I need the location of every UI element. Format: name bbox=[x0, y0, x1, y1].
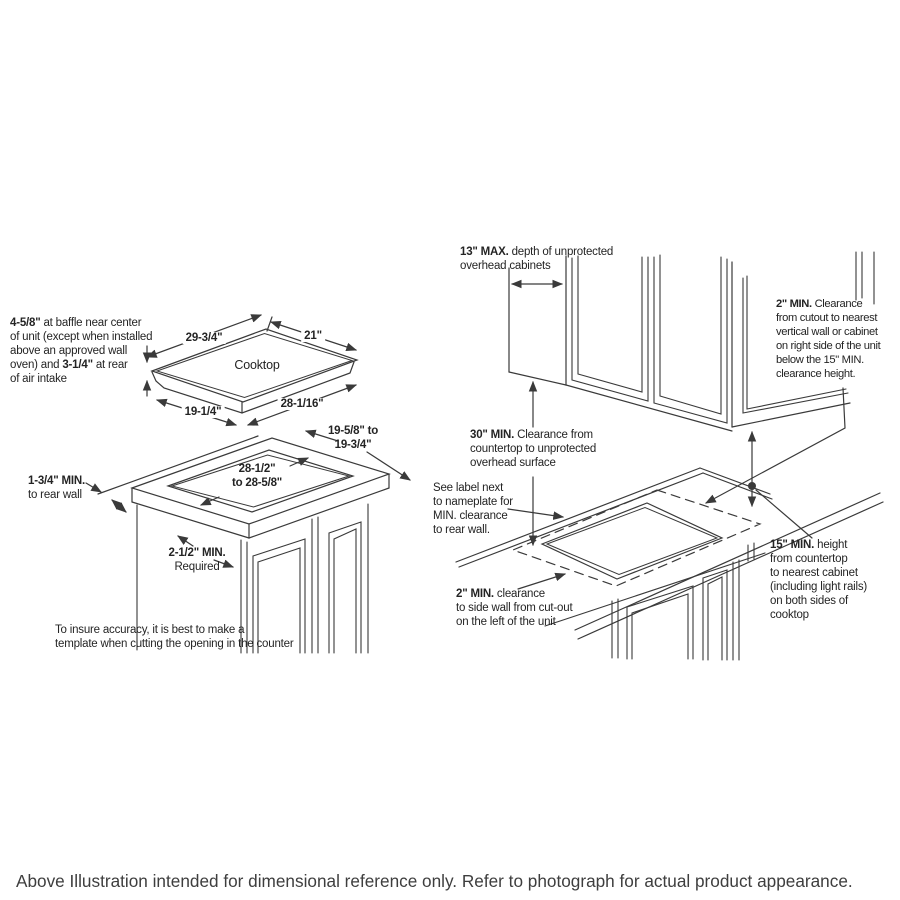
label-line: 19-3/4" bbox=[334, 439, 372, 451]
label-line: above an approved wall bbox=[10, 345, 128, 357]
label-line: clearance height. bbox=[776, 368, 856, 380]
label-line: of unit (except when installed bbox=[10, 331, 153, 343]
rear-wall-leader-arrow bbox=[86, 483, 101, 492]
opening-depth-label bbox=[328, 424, 378, 452]
overhead-cabinet-note bbox=[460, 245, 613, 273]
label-line: to rear wall bbox=[28, 489, 82, 501]
label-line: 2" MIN. Clearance bbox=[776, 298, 863, 310]
cabinet-doors bbox=[572, 255, 727, 423]
overhead-clearance-note bbox=[470, 428, 596, 470]
label-line: below the 15" MIN. bbox=[776, 354, 864, 366]
rear-wall-gap-arrow bbox=[112, 500, 126, 512]
label-line: on both sides of bbox=[770, 595, 848, 607]
label-line: 15" MIN. height bbox=[770, 539, 848, 551]
label-line: 30" MIN. Clearance from bbox=[470, 429, 593, 441]
cabinet-height-note bbox=[770, 538, 867, 622]
label-line: oven) and 3-1/4" at rear bbox=[10, 359, 128, 371]
label-line: 2-1/2" MIN. bbox=[168, 547, 226, 559]
label-line: cooktop bbox=[770, 609, 809, 621]
right-wall-clearance-note bbox=[776, 297, 880, 381]
label-line: to side wall from cut-out bbox=[456, 602, 573, 614]
dot-leader-line bbox=[756, 490, 812, 538]
template-note bbox=[55, 623, 293, 651]
dimension-label-21: 21" bbox=[301, 330, 325, 342]
required-arrow-left bbox=[178, 536, 193, 546]
dimension-label-19-1-4: 19-1/4" bbox=[182, 406, 225, 418]
dimension-label-28-1-16: 28-1/16" bbox=[278, 398, 327, 410]
cutout-opening-right bbox=[542, 503, 722, 579]
cooktop-label: Cooktop bbox=[234, 358, 280, 372]
label-line: 4-5/8" at baffle near center bbox=[10, 317, 142, 329]
label-line: on right side of the unit bbox=[776, 340, 881, 352]
dimension-label-29-3-4: 29-3/4" bbox=[183, 332, 226, 344]
required-note bbox=[169, 546, 226, 574]
label-line: See label next bbox=[433, 482, 504, 494]
label-line: of air intake bbox=[10, 373, 67, 385]
label-line: vertical wall or cabinet bbox=[776, 326, 878, 338]
label-line: To insure accuracy, it is best to make a bbox=[55, 624, 245, 636]
label-line: overhead cabinets bbox=[460, 260, 551, 272]
label-line: to 28-5/8" bbox=[231, 477, 283, 489]
nameplate-note bbox=[433, 481, 513, 537]
label-line: to nearest cabinet bbox=[770, 567, 858, 579]
label-line: from cutout to nearest bbox=[776, 312, 878, 324]
label-line: 13" MAX. depth of unprotected bbox=[460, 246, 614, 258]
label-line: 2" MIN. clearance bbox=[456, 588, 545, 600]
page-caption: Above Illustration intended for dimensional reference only. Refer to photograph for actual product appearance. bbox=[16, 871, 853, 891]
label-line: on the left of the unit bbox=[456, 616, 556, 628]
label-line: to rear wall. bbox=[433, 524, 490, 536]
opening-width-label bbox=[232, 462, 282, 490]
label-line: (including light rails) bbox=[770, 581, 868, 593]
label-line: to nameplate for bbox=[433, 496, 513, 508]
label-line: 19-5/8" to bbox=[327, 425, 379, 437]
side-wall-clearance-note bbox=[456, 587, 572, 629]
label-line: Required bbox=[174, 561, 220, 573]
rear-wall-note bbox=[28, 474, 85, 502]
label-line: from countertop bbox=[770, 553, 848, 565]
measurement-dot bbox=[748, 482, 756, 490]
label-line: 28-1/2" bbox=[238, 463, 276, 475]
label-line: template when cutting the opening in the counter bbox=[55, 638, 294, 650]
baffle-note bbox=[10, 316, 152, 386]
label-line: MIN. clearance bbox=[433, 510, 508, 522]
label-line: countertop to unprotected bbox=[470, 443, 597, 455]
label-line: 1-3/4" MIN. bbox=[28, 475, 85, 487]
label-line: overhead surface bbox=[470, 457, 556, 469]
nameplate-leader-arrow bbox=[508, 509, 563, 517]
